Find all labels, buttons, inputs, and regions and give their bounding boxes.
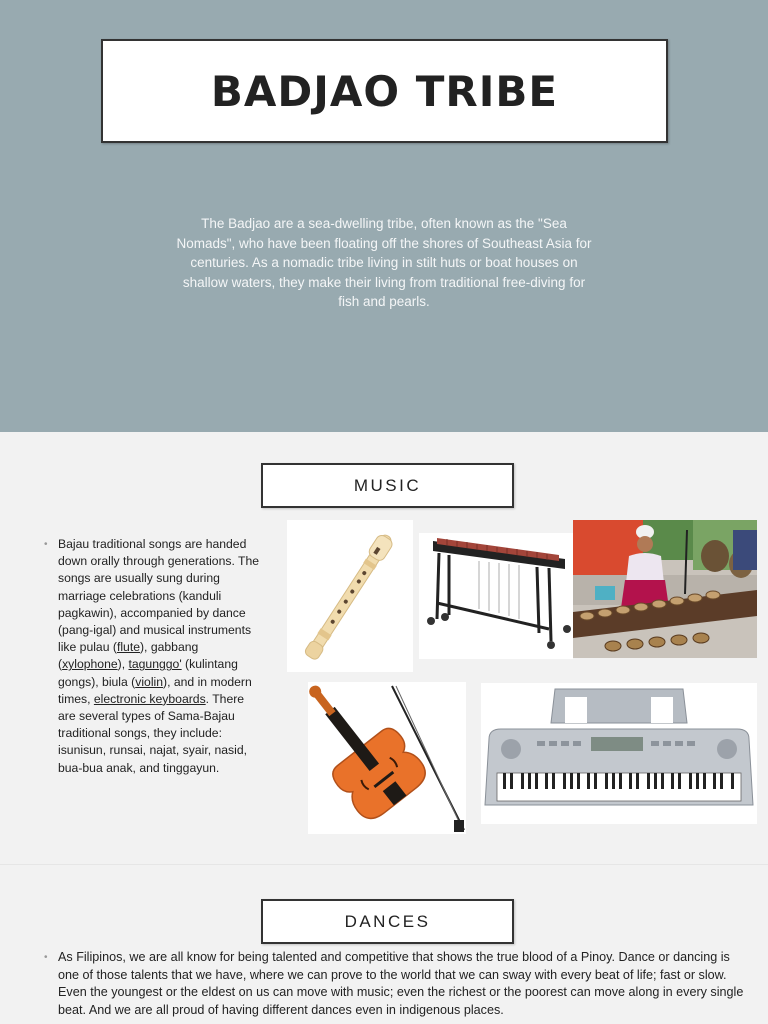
music-text-3: ), gabbang ( — [58, 640, 199, 672]
music-text-7: . There are several types of Sama-Bajau traditional songs, they include: — [58, 691, 245, 741]
music-text-6: ), and in modern times, — [58, 674, 252, 706]
music-heading: MUSIC — [353, 475, 422, 495]
music-slide — [0, 432, 768, 864]
slide-title: BADJAO TRIBE — [210, 66, 559, 116]
bullet-icon: • — [44, 539, 48, 550]
title-slide — [0, 0, 768, 432]
music-text-1: Bajau traditional songs are handed down orally through generations. The songs are usually sung during marriage celebrations (kanduli pagkawin), accompanied by dance (pang-igal) and musical instruments — [58, 537, 259, 638]
music-text-2: like pulau ( — [58, 640, 117, 655]
tagunggo-link[interactable]: tagunggo' — [128, 657, 182, 672]
music-bullet-text — [44, 536, 262, 777]
flute-link[interactable]: flute — [116, 640, 140, 655]
music-text-8: isunisun, runsai, najat, syair, nasid, bua-bua anak, and tinggayun. — [58, 743, 248, 775]
dances-bullet-text — [44, 949, 744, 1019]
music-text-4: ), — [117, 657, 129, 672]
intro-paragraph: The Badjao are a sea-dwelling tribe, often known as the "Sea Nomads", who have been floating off the shores of Southeast Asia for centuries. As a nomadic tribe living in stilt huts or boat houses on shallow waters, they make their living from traditional free-diving for fish and pearls. — [176, 216, 592, 309]
violin-link[interactable]: violin — [135, 674, 164, 689]
kulintang-gongs-image — [573, 520, 757, 658]
dances-heading: DANCES — [344, 911, 431, 931]
xylophone-image — [419, 533, 573, 659]
dances-heading-box — [261, 899, 514, 944]
electronic-keyboard-image — [481, 683, 757, 824]
flute-image — [287, 520, 413, 672]
bullet-icon: • — [44, 952, 48, 963]
music-text-5: (kulintang gongs), biula ( — [58, 657, 238, 689]
title-box — [101, 39, 668, 143]
violin-image — [308, 682, 466, 834]
dances-paragraph: As Filipinos, we are all know for being talented and competitive that shows the true blood of a Pinoy. Dance or dancing is one of those talents that we have, where we can prove to the world that we can sway with every beat of life; fast or slow. Even the youngest or the eldest on us can move with music; even the richest or the poorest can move along in every single beat. And we are all proud of having different dances even in indigenous places. — [58, 950, 744, 1017]
dances-slide — [0, 864, 768, 1024]
music-heading-box — [261, 463, 514, 508]
keyboards-link[interactable]: electronic keyboards — [93, 691, 206, 706]
xylophone-link[interactable]: xylophone — [62, 657, 118, 672]
